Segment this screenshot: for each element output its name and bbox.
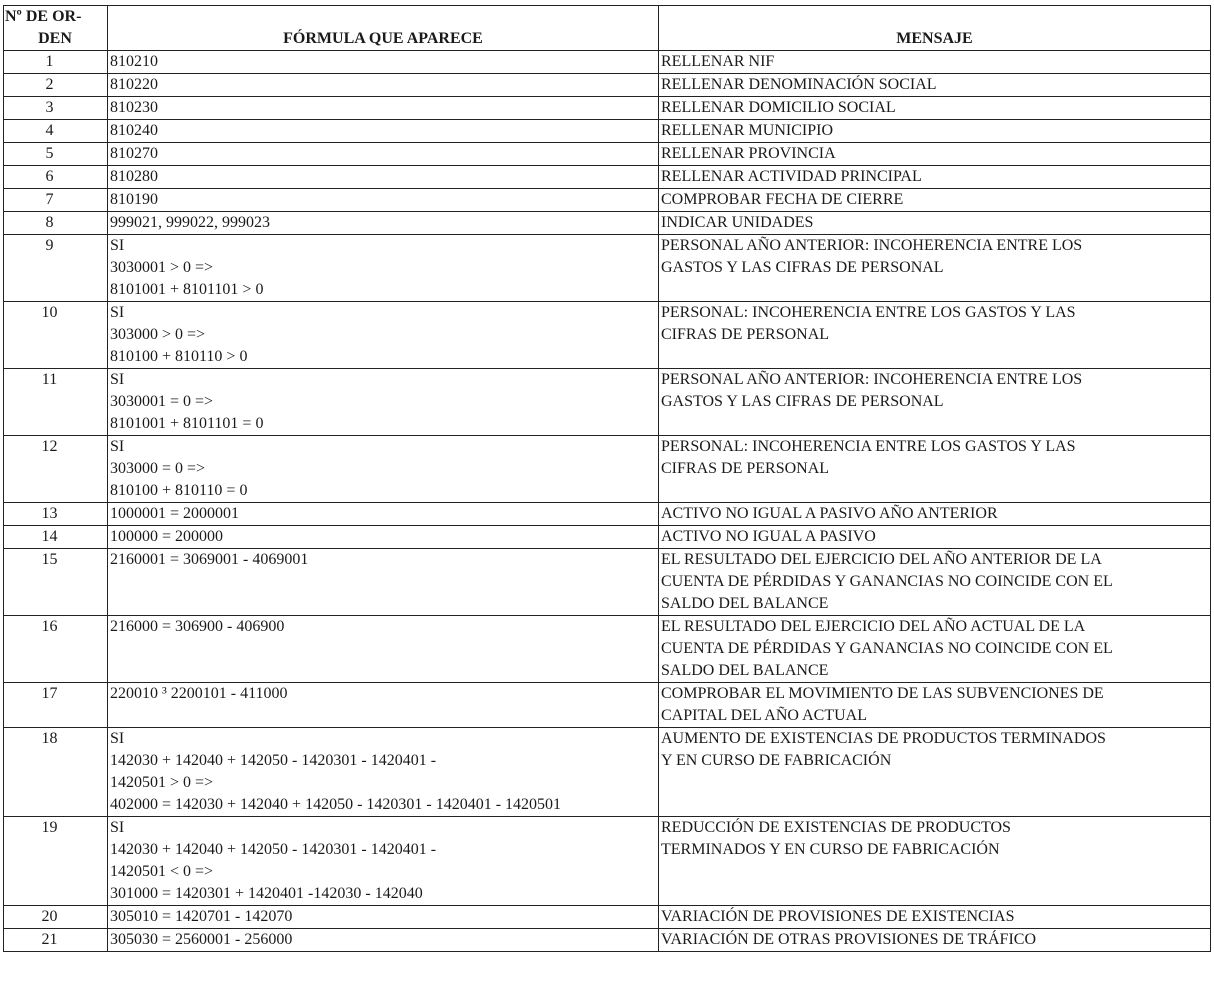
formula-line: 1420501 > 0 =>	[110, 774, 214, 791]
message-line: RELLENAR DOMICILIO SOCIAL	[661, 99, 896, 116]
order-number-cell: 6	[4, 166, 108, 189]
formula-cell	[108, 212, 659, 235]
message-line: ACTIVO NO IGUAL A PASIVO AÑO ANTERIOR	[661, 505, 998, 522]
message-line: SALDO DEL BALANCE	[661, 662, 829, 679]
message-line: PERSONAL AÑO ANTERIOR: INCOHERENCIA ENTRE LOS	[661, 371, 1083, 388]
header-formula: FÓRMULA QUE APARECE	[108, 6, 659, 51]
order-number-cell: 7	[4, 189, 108, 212]
formula-line: 220010 ³ 2200101 - 411000	[110, 685, 288, 702]
formula-line: 810220	[110, 76, 158, 93]
formula-line: 810240	[110, 122, 158, 139]
message-line: CAPITAL DEL AÑO ACTUAL	[661, 707, 867, 724]
table-row	[4, 616, 1211, 683]
header-message: MENSAJE	[659, 6, 1211, 51]
message-line: VARIACIÓN DE OTRAS PROVISIONES DE TRÁFICO	[661, 931, 1036, 948]
order-number-cell: 19	[4, 817, 108, 906]
table-row	[4, 74, 1211, 97]
order-number-cell: 10	[4, 302, 108, 369]
order-number-cell: 8	[4, 212, 108, 235]
message-line: EL RESULTADO DEL EJERCICIO DEL AÑO ACTUAL DE LA	[661, 618, 1086, 635]
order-number-cell: 21	[4, 929, 108, 952]
message-cell	[659, 549, 1211, 616]
message-cell	[659, 143, 1211, 166]
message-cell	[659, 120, 1211, 143]
formula-cell	[108, 166, 659, 189]
formula-line: 402000 = 142030 + 142040 + 142050 - 1420301 - 1420401 - 1420501	[110, 796, 562, 813]
message-line: VARIACIÓN DE PROVISIONES DE EXISTENCIAS	[661, 908, 1015, 925]
table-row	[4, 526, 1211, 549]
table-row	[4, 51, 1211, 74]
table-row	[4, 906, 1211, 929]
message-cell	[659, 503, 1211, 526]
header-order-number	[4, 6, 108, 51]
formula-line: SI	[110, 819, 125, 836]
formula-line: 301000 = 1420301 + 1420401 -142030 - 142040	[110, 885, 423, 902]
order-number-cell: 9	[4, 235, 108, 302]
formula-line: SI	[110, 730, 125, 747]
formula-line: 810270	[110, 145, 158, 162]
message-line: GASTOS Y LAS CIFRAS DE PERSONAL	[661, 393, 944, 410]
table-row	[4, 683, 1211, 728]
formula-line: 8101001 + 8101101 > 0	[110, 281, 264, 298]
table-row	[4, 97, 1211, 120]
table-row	[4, 166, 1211, 189]
table-header	[4, 6, 1211, 51]
message-cell	[659, 74, 1211, 97]
order-number-cell: 4	[4, 120, 108, 143]
table-row	[4, 728, 1211, 817]
message-cell	[659, 302, 1211, 369]
formula-cell	[108, 549, 659, 616]
message-line: SALDO DEL BALANCE	[661, 595, 829, 612]
formula-line: 100000 = 200000	[110, 528, 224, 545]
order-number-cell: 20	[4, 906, 108, 929]
message-line: COMPROBAR EL MOVIMIENTO DE LAS SUBVENCIONES DE	[661, 685, 1104, 702]
message-line: INDICAR UNIDADES	[661, 214, 814, 231]
message-cell	[659, 51, 1211, 74]
message-cell	[659, 97, 1211, 120]
formula-line: 2160001 = 3069001 - 4069001	[110, 551, 309, 568]
order-number-cell: 5	[4, 143, 108, 166]
message-line: CUENTA DE PÉRDIDAS Y GANANCIAS NO COINCIDE CON EL	[661, 573, 1113, 590]
table-row	[4, 120, 1211, 143]
message-line: PERSONAL: INCOHERENCIA ENTRE LOS GASTOS Y LAS	[661, 438, 1076, 455]
message-cell	[659, 526, 1211, 549]
formula-cell	[108, 683, 659, 728]
formula-cell	[108, 817, 659, 906]
table-row	[4, 929, 1211, 952]
formula-cell	[108, 51, 659, 74]
header-row	[4, 6, 1211, 51]
table-row	[4, 369, 1211, 436]
formula-cell	[108, 235, 659, 302]
message-line: RELLENAR NIF	[661, 53, 775, 70]
formula-cell	[108, 436, 659, 503]
message-cell	[659, 906, 1211, 929]
formula-cell	[108, 302, 659, 369]
formula-cell	[108, 728, 659, 817]
formula-cell	[108, 526, 659, 549]
formula-cell	[108, 369, 659, 436]
message-line: TERMINADOS Y EN CURSO DE FABRICACIÓN	[661, 841, 1000, 858]
message-line: CIFRAS DE PERSONAL	[661, 326, 830, 343]
formula-line: 999021, 999022, 999023	[110, 214, 270, 231]
table-row	[4, 235, 1211, 302]
formula-cell	[108, 74, 659, 97]
formula-line: 305010 = 1420701 - 142070	[110, 908, 293, 925]
message-line: REDUCCIÓN DE EXISTENCIAS DE PRODUCTOS	[661, 819, 1011, 836]
message-cell	[659, 929, 1211, 952]
formula-cell	[108, 97, 659, 120]
order-number-cell: 13	[4, 503, 108, 526]
table-row	[4, 212, 1211, 235]
message-cell	[659, 212, 1211, 235]
formula-line: SI	[110, 438, 125, 455]
order-number-cell: 11	[4, 369, 108, 436]
formula-line: 142030 + 142040 + 142050 - 1420301 - 1420401 -	[110, 752, 437, 769]
order-number-cell: 1	[4, 51, 108, 74]
formula-cell	[108, 906, 659, 929]
formula-line: 303000 > 0 =>	[110, 326, 206, 343]
table-row	[4, 302, 1211, 369]
formula-line: 810100 + 810110 = 0	[110, 482, 248, 499]
message-cell	[659, 817, 1211, 906]
message-line: ACTIVO NO IGUAL A PASIVO	[661, 528, 876, 545]
formula-cell	[108, 616, 659, 683]
table-row	[4, 189, 1211, 212]
message-line: COMPROBAR FECHA DE CIERRE	[661, 191, 904, 208]
order-number-cell: 3	[4, 97, 108, 120]
message-line: AUMENTO DE EXISTENCIAS DE PRODUCTOS TERMINADOS	[661, 730, 1106, 747]
order-number-cell: 16	[4, 616, 108, 683]
message-line: GASTOS Y LAS CIFRAS DE PERSONAL	[661, 259, 944, 276]
formula-line: 1420501 < 0 =>	[110, 863, 214, 880]
table-row	[4, 503, 1211, 526]
formula-line: 810190	[110, 191, 158, 208]
formula-line: 3030001 = 0 =>	[110, 393, 214, 410]
formula-line: SI	[110, 304, 125, 321]
message-cell	[659, 235, 1211, 302]
formula-line: 810230	[110, 99, 158, 116]
message-cell	[659, 436, 1211, 503]
formula-cell	[108, 189, 659, 212]
formula-line: 1000001 = 2000001	[110, 505, 240, 522]
table-row	[4, 143, 1211, 166]
order-number-cell: 18	[4, 728, 108, 817]
message-line: EL RESULTADO DEL EJERCICIO DEL AÑO ANTERIOR DE LA	[661, 551, 1102, 568]
formula-line: SI	[110, 237, 125, 254]
message-line: RELLENAR PROVINCIA	[661, 145, 836, 162]
message-cell	[659, 166, 1211, 189]
message-line: PERSONAL AÑO ANTERIOR: INCOHERENCIA ENTRE LOS	[661, 237, 1083, 254]
formula-line: 810210	[110, 53, 158, 70]
message-cell	[659, 683, 1211, 728]
formula-line: 142030 + 142040 + 142050 - 1420301 - 1420401 -	[110, 841, 437, 858]
formula-line: 216000 = 306900 - 406900	[110, 618, 285, 635]
message-line: Y EN CURSO DE FABRICACIÓN	[661, 752, 892, 769]
table-row	[4, 549, 1211, 616]
formula-line: 8101001 + 8101101 = 0	[110, 415, 264, 432]
formula-line: SI	[110, 371, 125, 388]
order-number-cell: 17	[4, 683, 108, 728]
formula-line: 810280	[110, 168, 158, 185]
formula-line: 303000 = 0 =>	[110, 460, 206, 477]
message-line: RELLENAR ACTIVIDAD PRINCIPAL	[661, 168, 922, 185]
header-order-line1: Nº DE OR-	[5, 8, 82, 25]
formula-line: 3030001 > 0 =>	[110, 259, 214, 276]
table-body	[4, 51, 1211, 952]
message-line: CUENTA DE PÉRDIDAS Y GANANCIAS NO COINCIDE CON EL	[661, 640, 1113, 657]
order-number-cell: 14	[4, 526, 108, 549]
table-row	[4, 436, 1211, 503]
message-line: RELLENAR DENOMINACIÓN SOCIAL	[661, 76, 937, 93]
order-number-cell: 15	[4, 549, 108, 616]
formula-cell	[108, 143, 659, 166]
message-cell	[659, 728, 1211, 817]
header-order-line2: DEN	[38, 30, 72, 47]
message-line: PERSONAL: INCOHERENCIA ENTRE LOS GASTOS Y LAS	[661, 304, 1076, 321]
message-line: CIFRAS DE PERSONAL	[661, 460, 830, 477]
order-number-cell: 12	[4, 436, 108, 503]
message-line: RELLENAR MUNICIPIO	[661, 122, 833, 139]
message-cell	[659, 616, 1211, 683]
formula-line: 810100 + 810110 > 0	[110, 348, 248, 365]
order-number-cell: 2	[4, 74, 108, 97]
formula-line: 305030 = 2560001 - 256000	[110, 931, 293, 948]
formula-cell	[108, 503, 659, 526]
message-cell	[659, 369, 1211, 436]
table-row	[4, 817, 1211, 906]
formula-cell	[108, 120, 659, 143]
message-cell	[659, 189, 1211, 212]
formula-cell	[108, 929, 659, 952]
validation-messages-table	[3, 5, 1211, 952]
